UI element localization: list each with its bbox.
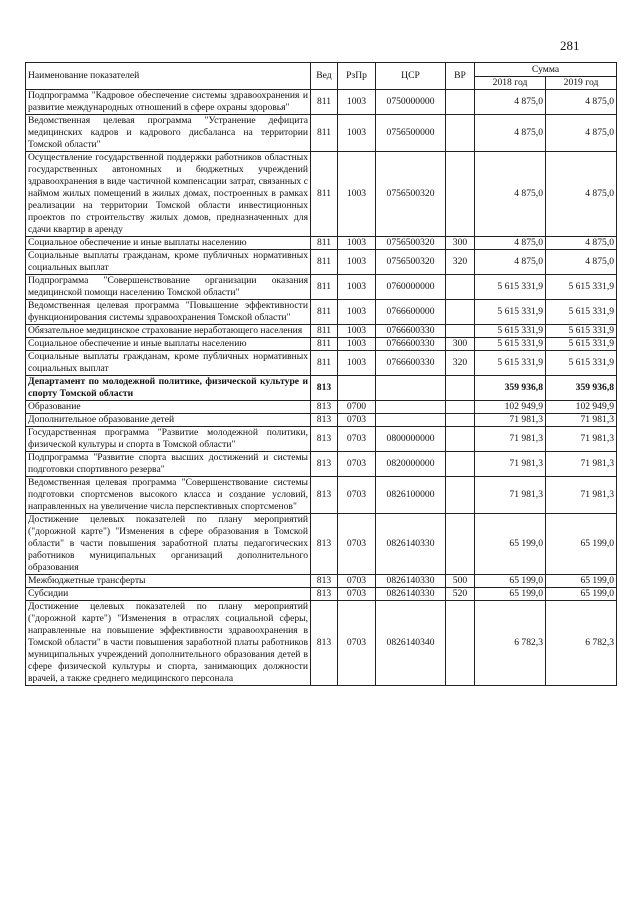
row-rzpr-cell: 0703 (338, 414, 376, 427)
row-ved-cell: 813 (311, 477, 338, 514)
row-vr-cell (446, 115, 475, 152)
row-name-cell: Ведомственная целевая программа "Повышение эффективности функционирования системы здравоохранения Томской области" (26, 300, 311, 325)
header-rzpr: РзПр (338, 63, 376, 90)
row-2018-cell: 359 936,8 (475, 376, 546, 401)
row-ved-cell: 813 (311, 376, 338, 401)
row-name-cell: Государственная программа "Развитие молодежной политики, физической культуры и спорта в Томской области" (26, 427, 311, 452)
row-2019-cell: 4 875,0 (546, 250, 617, 275)
row-vr-cell (446, 90, 475, 115)
row-ved-cell: 811 (311, 300, 338, 325)
row-2018-cell: 65 199,0 (475, 514, 546, 575)
row-csr-cell: 0766600330 (376, 338, 446, 351)
header-sum: Сумма (475, 63, 617, 77)
row-ved-cell: 813 (311, 514, 338, 575)
row-ved-cell: 811 (311, 351, 338, 376)
row-rzpr-cell: 0703 (338, 452, 376, 477)
row-csr-cell: 0766600000 (376, 300, 446, 325)
row-ved-cell: 813 (311, 452, 338, 477)
table-row (26, 250, 617, 275)
table-row (26, 376, 617, 401)
row-2019-cell: 5 615 331,9 (546, 325, 617, 338)
row-csr-cell (376, 376, 446, 401)
row-2019-cell: 4 875,0 (546, 152, 617, 237)
table-row (26, 275, 617, 300)
row-2019-cell: 65 199,0 (546, 514, 617, 575)
row-vr-cell (446, 376, 475, 401)
row-name-cell: Обязательное медицинское страхование неработающего населения (26, 325, 311, 338)
row-2018-cell: 6 782,3 (475, 601, 546, 686)
row-name-cell: Достижение целевых показателей по плану мероприятий ("дорожной карте") "Изменения в отраслях социальной сферы, направленные на повышение эффективности здравоохранения в Томской области" в части повышения заработной платы работников муниципальных учреждений дополнительного образования детей в сфере физической культуры и спорта, занимающих должности врачей, а также среднего медицинского персонала (26, 601, 311, 686)
table-body (26, 90, 617, 686)
table-row (26, 427, 617, 452)
row-name-cell: Ведомственная целевая программа "Совершенствование системы подготовки спортсменов высокого класса и создание условий, направленных на увеличение числа перспективных спортсменов" (26, 477, 311, 514)
table-row (26, 351, 617, 376)
row-vr-cell: 300 (446, 237, 475, 250)
row-csr-cell: 0826140340 (376, 601, 446, 686)
table-row (26, 401, 617, 414)
table-row (26, 237, 617, 250)
row-ved-cell: 813 (311, 601, 338, 686)
row-2018-cell: 71 981,3 (475, 452, 546, 477)
row-rzpr-cell: 1003 (338, 90, 376, 115)
row-ved-cell: 811 (311, 250, 338, 275)
row-2019-cell: 4 875,0 (546, 237, 617, 250)
row-vr-cell (446, 452, 475, 477)
row-name-cell: Межбюджетные трансферты (26, 575, 311, 588)
row-2019-cell: 65 199,0 (546, 575, 617, 588)
row-rzpr-cell: 0703 (338, 588, 376, 601)
row-name-cell: Департамент по молодежной политике, физической культуре и спорту Томской области (26, 376, 311, 401)
row-rzpr-cell: 1003 (338, 250, 376, 275)
budget-table (25, 62, 617, 686)
row-vr-cell (446, 275, 475, 300)
row-csr-cell: 0826100000 (376, 477, 446, 514)
row-vr-cell: 500 (446, 575, 475, 588)
row-csr-cell: 0756500320 (376, 152, 446, 237)
row-ved-cell: 813 (311, 575, 338, 588)
header-name: Наименование показателей (26, 63, 311, 90)
row-2019-cell: 71 981,3 (546, 452, 617, 477)
row-rzpr-cell: 1003 (338, 338, 376, 351)
row-ved-cell: 813 (311, 588, 338, 601)
row-2018-cell: 5 615 331,9 (475, 325, 546, 338)
row-rzpr-cell: 0703 (338, 601, 376, 686)
table-row (26, 588, 617, 601)
row-rzpr-cell: 1003 (338, 300, 376, 325)
table-row (26, 152, 617, 237)
row-ved-cell: 811 (311, 275, 338, 300)
row-csr-cell: 0756500320 (376, 237, 446, 250)
header-year-2019: 2019 год (546, 77, 617, 90)
row-name-cell: Социальное обеспечение и иные выплаты населению (26, 338, 311, 351)
row-name-cell: Осуществление государственной поддержки работников областных государственных автономных и бюджетных учреждений здравоохранения в виде частичной компенсации затрат, связанных с наймом жилых помещений в жилых домах, построенных в рамках реализации на территории Томской области инвестиционных проектов по строительству жилых домов, предназначенных для сдачи квартир в аренду (26, 152, 311, 237)
row-vr-cell: 520 (446, 588, 475, 601)
row-vr-cell (446, 514, 475, 575)
row-csr-cell (376, 401, 446, 414)
row-vr-cell: 320 (446, 250, 475, 275)
row-2018-cell: 5 615 331,9 (475, 300, 546, 325)
row-2019-cell: 102 949,9 (546, 401, 617, 414)
row-2019-cell: 4 875,0 (546, 90, 617, 115)
table-row (26, 300, 617, 325)
row-rzpr-cell: 0703 (338, 427, 376, 452)
table-row (26, 325, 617, 338)
table-row (26, 477, 617, 514)
row-csr-cell: 0766600330 (376, 351, 446, 376)
row-2018-cell: 4 875,0 (475, 152, 546, 237)
row-name-cell: Подпрограмма "Развитие спорта высших достижений и системы подготовки спортивного резерва" (26, 452, 311, 477)
row-rzpr-cell: 0703 (338, 514, 376, 575)
row-csr-cell: 0826140330 (376, 514, 446, 575)
header-ved: Вед (311, 63, 338, 90)
row-2018-cell: 71 981,3 (475, 414, 546, 427)
row-2018-cell: 102 949,9 (475, 401, 546, 414)
row-2018-cell: 5 615 331,9 (475, 275, 546, 300)
row-csr-cell: 0820000000 (376, 452, 446, 477)
row-2018-cell: 5 615 331,9 (475, 351, 546, 376)
table-row (26, 575, 617, 588)
row-csr-cell: 0826140330 (376, 575, 446, 588)
row-csr-cell: 0756500320 (376, 250, 446, 275)
row-vr-cell (446, 414, 475, 427)
row-2018-cell: 4 875,0 (475, 115, 546, 152)
row-csr-cell: 0766600330 (376, 325, 446, 338)
row-ved-cell: 811 (311, 152, 338, 237)
row-name-cell: Подпрограмма "Кадровое обеспечение системы здравоохранения и развитие международных отношений в сфере охраны здоровья" (26, 90, 311, 115)
row-2019-cell: 5 615 331,9 (546, 275, 617, 300)
row-2018-cell: 4 875,0 (475, 237, 546, 250)
row-vr-cell (446, 477, 475, 514)
row-rzpr-cell: 1003 (338, 237, 376, 250)
row-rzpr-cell: 1003 (338, 351, 376, 376)
row-2018-cell: 71 981,3 (475, 427, 546, 452)
row-2018-cell: 4 875,0 (475, 250, 546, 275)
row-ved-cell: 813 (311, 401, 338, 414)
row-csr-cell: 0760000000 (376, 275, 446, 300)
row-ved-cell: 811 (311, 115, 338, 152)
row-ved-cell: 813 (311, 414, 338, 427)
row-rzpr-cell: 1003 (338, 275, 376, 300)
row-rzpr-cell (338, 376, 376, 401)
table-row (26, 338, 617, 351)
row-2018-cell: 65 199,0 (475, 588, 546, 601)
row-csr-cell (376, 414, 446, 427)
row-2018-cell: 65 199,0 (475, 575, 546, 588)
table-row (26, 115, 617, 152)
row-vr-cell: 320 (446, 351, 475, 376)
table-row (26, 414, 617, 427)
row-csr-cell: 0750000000 (376, 90, 446, 115)
row-name-cell: Образование (26, 401, 311, 414)
row-2018-cell: 71 981,3 (475, 477, 546, 514)
row-2019-cell: 71 981,3 (546, 414, 617, 427)
row-2019-cell: 359 936,8 (546, 376, 617, 401)
row-rzpr-cell: 1003 (338, 325, 376, 338)
row-vr-cell (446, 427, 475, 452)
row-name-cell: Социальные выплаты гражданам, кроме публичных нормативных социальных выплат (26, 250, 311, 275)
row-2019-cell: 4 875,0 (546, 115, 617, 152)
row-csr-cell: 0800000000 (376, 427, 446, 452)
row-ved-cell: 811 (311, 90, 338, 115)
row-2019-cell: 5 615 331,9 (546, 351, 617, 376)
row-rzpr-cell: 1003 (338, 152, 376, 237)
page-number: 281 (560, 38, 580, 53)
row-2019-cell: 6 782,3 (546, 601, 617, 686)
table-header-row (26, 63, 617, 77)
row-ved-cell: 811 (311, 338, 338, 351)
row-vr-cell (446, 401, 475, 414)
row-rzpr-cell: 0703 (338, 575, 376, 588)
table-row (26, 90, 617, 115)
row-name-cell: Дополнительное образование детей (26, 414, 311, 427)
row-name-cell: Социальное обеспечение и иные выплаты населению (26, 237, 311, 250)
row-2019-cell: 5 615 331,9 (546, 338, 617, 351)
header-year-2018: 2018 год (475, 77, 546, 90)
row-ved-cell: 811 (311, 237, 338, 250)
row-vr-cell (446, 601, 475, 686)
table-row (26, 514, 617, 575)
header-vr: ВР (446, 63, 475, 90)
row-name-cell: Подпрограмма "Совершенствование организации оказания медицинской помощи населению Томской области" (26, 275, 311, 300)
row-vr-cell: 300 (446, 338, 475, 351)
row-vr-cell (446, 300, 475, 325)
row-vr-cell (446, 325, 475, 338)
row-rzpr-cell: 1003 (338, 115, 376, 152)
row-csr-cell: 0826140330 (376, 588, 446, 601)
row-2018-cell: 5 615 331,9 (475, 338, 546, 351)
table-row (26, 452, 617, 477)
row-2019-cell: 71 981,3 (546, 477, 617, 514)
row-2018-cell: 4 875,0 (475, 90, 546, 115)
table-row (26, 601, 617, 686)
row-2019-cell: 71 981,3 (546, 427, 617, 452)
row-ved-cell: 813 (311, 427, 338, 452)
row-rzpr-cell: 0703 (338, 477, 376, 514)
row-ved-cell: 811 (311, 325, 338, 338)
row-rzpr-cell: 0700 (338, 401, 376, 414)
row-csr-cell: 0756500000 (376, 115, 446, 152)
row-name-cell: Субсидии (26, 588, 311, 601)
row-name-cell: Ведомственная целевая программа "Устранение дефицита медицинских кадров и кадрового дисбаланса на территории Томской области" (26, 115, 311, 152)
row-name-cell: Социальные выплаты гражданам, кроме публичных нормативных социальных выплат (26, 351, 311, 376)
row-name-cell: Достижение целевых показателей по плану мероприятий ("дорожной карте") "Изменения в сфере образования в Томской области" в части повышения заработной платы педагогических работников муниципальных организаций дополнительного образования (26, 514, 311, 575)
row-vr-cell (446, 152, 475, 237)
row-2019-cell: 5 615 331,9 (546, 300, 617, 325)
header-csr: ЦСР (376, 63, 446, 90)
row-2019-cell: 65 199,0 (546, 588, 617, 601)
